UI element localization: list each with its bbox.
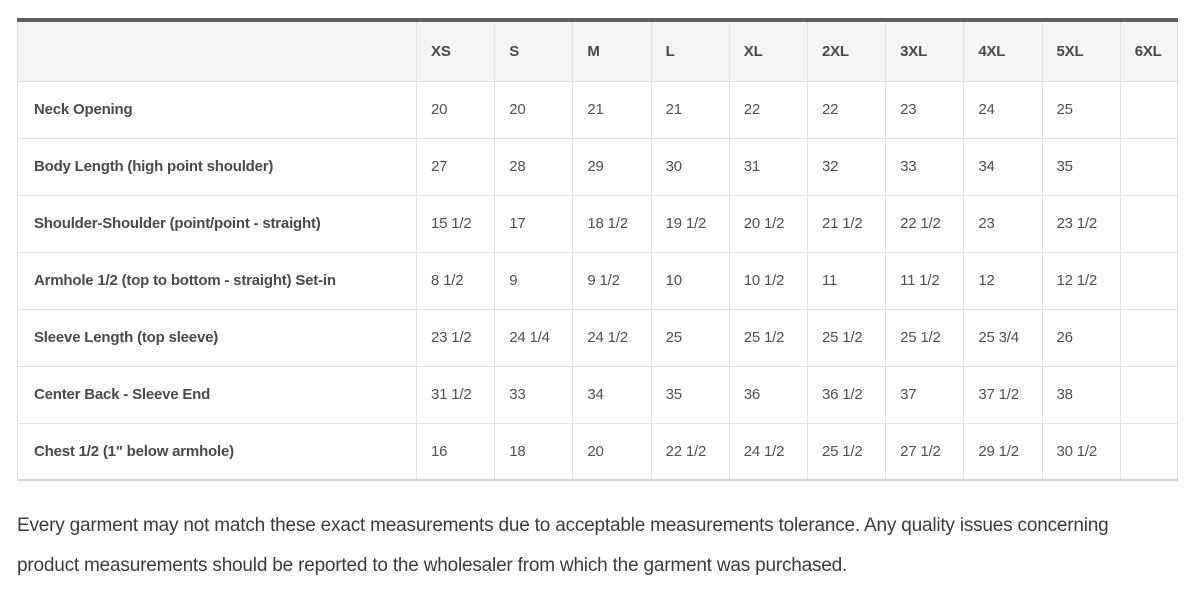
measurement-cell: 15 1/2	[417, 195, 495, 252]
measurement-cell: 30	[651, 138, 729, 195]
table-row-sleeve-length	[18, 309, 1178, 366]
measurement-cell: 25 1/2	[807, 309, 885, 366]
measurement-cell: 12 1/2	[1042, 252, 1120, 309]
measurement-cell: 38	[1042, 366, 1120, 423]
measurement-cell: 25 1/2	[729, 309, 807, 366]
measurement-cell: 33	[495, 366, 573, 423]
measurement-cell: 25 1/2	[886, 309, 964, 366]
measurement-cell: 21	[573, 81, 651, 138]
measurement-cell: 27 1/2	[886, 423, 964, 480]
measurement-cell: 20	[573, 423, 651, 480]
measurement-cell: 35	[651, 366, 729, 423]
table-row-neck-opening	[18, 81, 1178, 138]
measurement-cell: 17	[495, 195, 573, 252]
measurement-cell	[1120, 309, 1177, 366]
measurement-cell: 36	[729, 366, 807, 423]
measurement-cell: 11	[807, 252, 885, 309]
header-cell-5xl: 5XL	[1042, 20, 1120, 81]
measurement-cell: 22 1/2	[886, 195, 964, 252]
measurement-cell: 21 1/2	[807, 195, 885, 252]
measurement-cell: 37 1/2	[964, 366, 1042, 423]
measurement-cell: 11 1/2	[886, 252, 964, 309]
measurement-cell	[1120, 366, 1177, 423]
measurement-cell: 33	[886, 138, 964, 195]
header-cell-m: M	[573, 20, 651, 81]
measurement-cell: 29	[573, 138, 651, 195]
measurement-cell: 25	[1042, 81, 1120, 138]
measurement-cell: 23 1/2	[417, 309, 495, 366]
measurement-label: Sleeve Length (top sleeve)	[18, 309, 417, 366]
measurement-cell: 26	[1042, 309, 1120, 366]
measurement-disclaimer: Every garment may not match these exact measurements due to acceptable measurements tolerance. Any quality issues concerning product measurements should be reported to the wholesaler from which the garment was purchased.	[17, 515, 1109, 576]
measurement-cell: 20	[495, 81, 573, 138]
table-row-chest	[18, 423, 1178, 480]
measurement-cell: 10 1/2	[729, 252, 807, 309]
measurement-cell: 25 3/4	[964, 309, 1042, 366]
measurement-cell: 35	[1042, 138, 1120, 195]
table-row-center-back	[18, 366, 1178, 423]
header-cell-2xl: 2XL	[807, 20, 885, 81]
measurement-cell: 20 1/2	[729, 195, 807, 252]
measurement-cell: 24 1/4	[495, 309, 573, 366]
measurement-cell: 29 1/2	[964, 423, 1042, 480]
measurement-cell: 9 1/2	[573, 252, 651, 309]
measurement-cell: 20	[417, 81, 495, 138]
measurement-cell: 37	[886, 366, 964, 423]
table-row-shoulder-shoulder	[18, 195, 1178, 252]
measurement-cell: 24 1/2	[729, 423, 807, 480]
measurement-cell	[1120, 252, 1177, 309]
header-cell-xs: XS	[417, 20, 495, 81]
measurement-cell: 8 1/2	[417, 252, 495, 309]
measurement-cell: 36 1/2	[807, 366, 885, 423]
measurement-cell: 18 1/2	[573, 195, 651, 252]
measurement-label: Chest 1/2 (1" below armhole)	[18, 423, 417, 480]
measurement-cell: 32	[807, 138, 885, 195]
measurement-cell: 21	[651, 81, 729, 138]
measurement-cell	[1120, 138, 1177, 195]
measurement-label: Neck Opening	[18, 81, 417, 138]
measurement-cell: 31 1/2	[417, 366, 495, 423]
measurement-cell	[1120, 81, 1177, 138]
measurement-cell: 34	[573, 366, 651, 423]
measurement-cell: 23	[886, 81, 964, 138]
header-cell-l: L	[651, 20, 729, 81]
measurement-cell: 22	[729, 81, 807, 138]
measurement-cell: 19 1/2	[651, 195, 729, 252]
measurement-cell: 24	[964, 81, 1042, 138]
header-cell-6xl: 6XL	[1120, 20, 1177, 81]
size-chart-table	[17, 18, 1178, 481]
measurement-label: Armhole 1/2 (top to bottom - straight) Set-in	[18, 252, 417, 309]
measurement-cell: 31	[729, 138, 807, 195]
header-cell-3xl: 3XL	[886, 20, 964, 81]
measurement-label: Body Length (high point shoulder)	[18, 138, 417, 195]
header-cell-4xl: 4XL	[964, 20, 1042, 81]
table-row-armhole	[18, 252, 1178, 309]
measurement-label: Center Back - Sleeve End	[18, 366, 417, 423]
measurement-cell: 25 1/2	[807, 423, 885, 480]
measurement-cell: 25	[651, 309, 729, 366]
measurement-cell: 23	[964, 195, 1042, 252]
measurement-cell: 34	[964, 138, 1042, 195]
table-header-row	[18, 20, 1178, 81]
measurement-cell: 28	[495, 138, 573, 195]
measurement-cell: 30 1/2	[1042, 423, 1120, 480]
measurement-cell: 10	[651, 252, 729, 309]
measurement-cell	[1120, 423, 1177, 480]
measurement-cell: 18	[495, 423, 573, 480]
header-cell-blank	[18, 20, 417, 81]
header-cell-xl: XL	[729, 20, 807, 81]
measurement-cell: 24 1/2	[573, 309, 651, 366]
measurement-cell: 16	[417, 423, 495, 480]
header-cell-s: S	[495, 20, 573, 81]
measurement-cell: 22 1/2	[651, 423, 729, 480]
measurement-cell	[1120, 195, 1177, 252]
table-row-body-length	[18, 138, 1178, 195]
measurement-cell: 23 1/2	[1042, 195, 1120, 252]
measurement-cell: 12	[964, 252, 1042, 309]
measurement-cell: 27	[417, 138, 495, 195]
measurement-label: Shoulder-Shoulder (point/point - straight)	[18, 195, 417, 252]
measurement-cell: 9	[495, 252, 573, 309]
measurement-cell: 22	[807, 81, 885, 138]
